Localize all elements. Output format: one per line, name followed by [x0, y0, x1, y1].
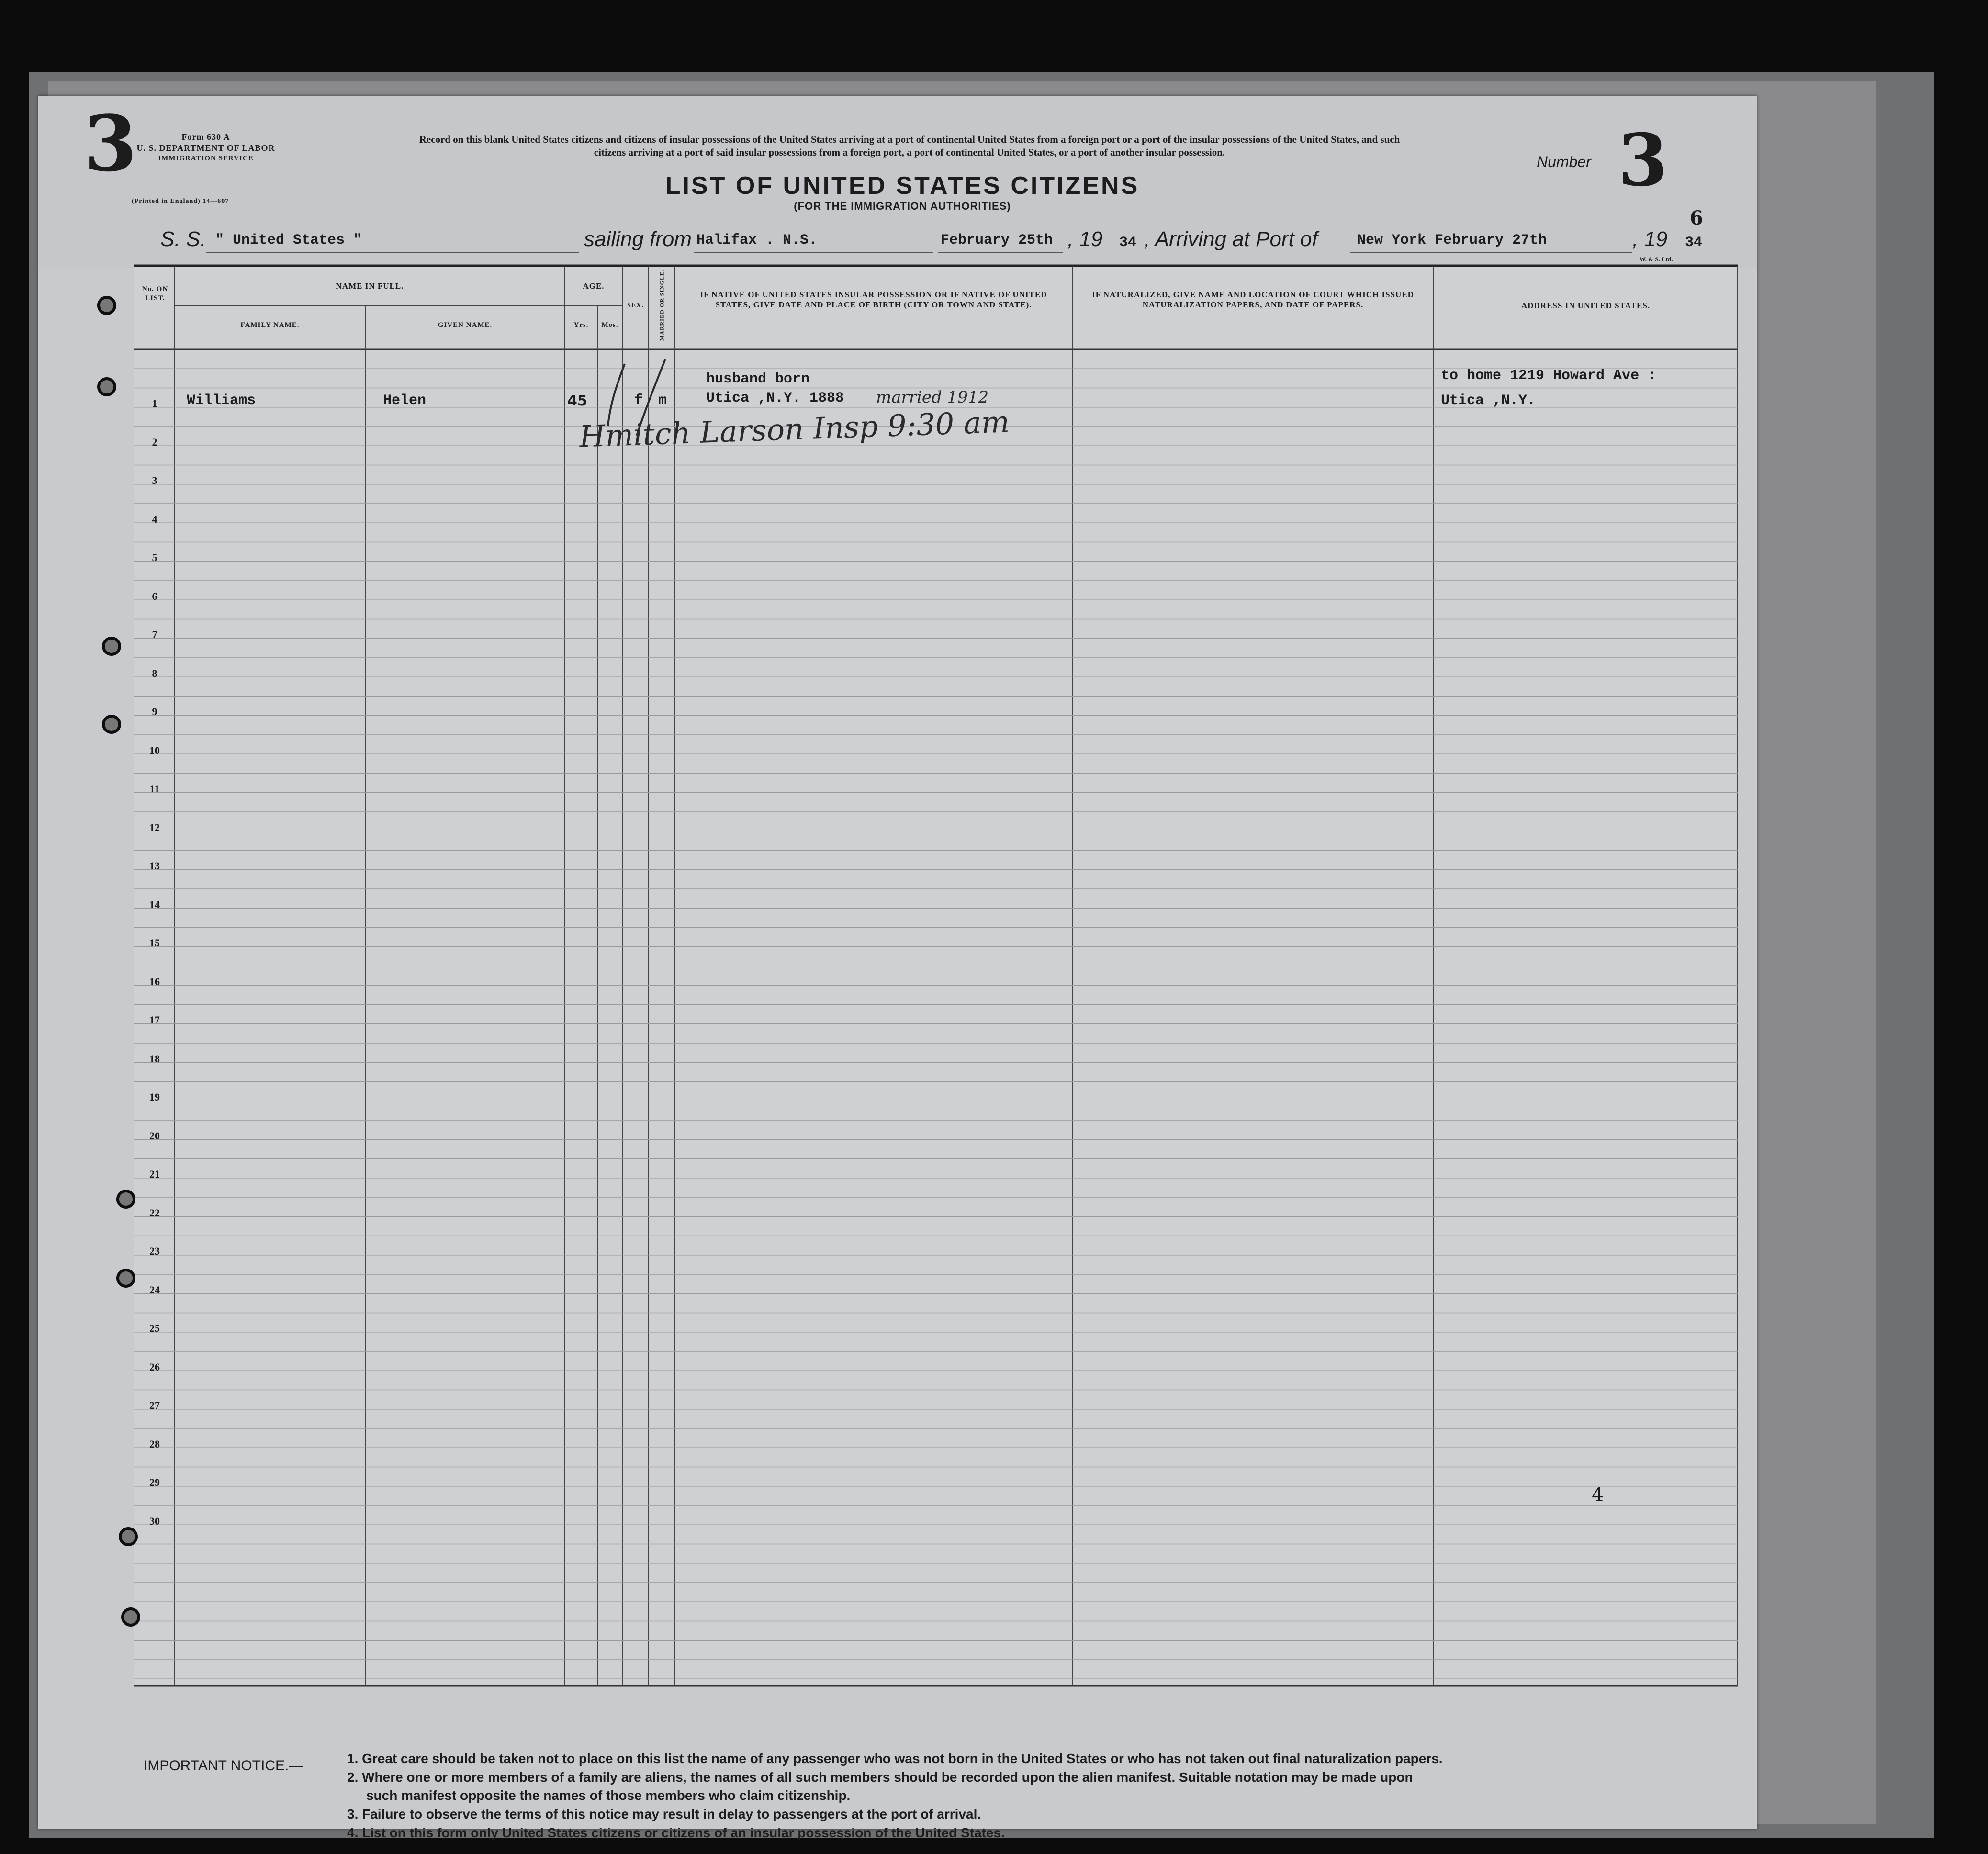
header-birth: IF NATIVE OF UNITED STATES INSULAR POSSESSION OR IF NATIVE OF UNITED STATES, GIVE DATE AND PLACE OF BIRTH (CITY OR TOWN AND STATE).	[700, 290, 1047, 310]
printed-note: (Printed in England) 14—607	[132, 198, 229, 205]
row-number: 14	[149, 898, 160, 910]
row-number: 15	[149, 937, 160, 949]
number-label: Number	[1537, 153, 1591, 170]
entry-marital: m	[658, 393, 667, 409]
manifest-grid	[38, 96, 1757, 1829]
arrival-year: 34	[1685, 235, 1703, 251]
row-number: 28	[149, 1438, 160, 1450]
binder-hole	[102, 637, 121, 656]
row-number: 22	[149, 1206, 160, 1219]
row-number: 26	[149, 1360, 160, 1373]
binder-hole	[97, 377, 116, 396]
entry-family-name: Williams	[187, 393, 256, 409]
row-number: 27	[149, 1399, 160, 1411]
form-info: Form 630 A U. S. DEPARTMENT OF LABOR IMMIGRATION SERVICE	[136, 132, 275, 162]
row-number: 17	[149, 1014, 160, 1026]
page-mark: 4	[1592, 1484, 1604, 1506]
entry-sex: f	[634, 393, 643, 409]
arrival-year-prefix: , 19	[1632, 227, 1668, 251]
arrival-port-date: New York February 27th	[1357, 232, 1547, 248]
row-number: 24	[149, 1283, 160, 1296]
arriving-label: , Arriving at Port of	[1144, 227, 1318, 251]
entry-given-name: Helen	[383, 393, 427, 409]
notice-item-4: 4. List on this form only United States citizens or citizens of an insular possession of the United States.	[347, 1825, 1005, 1840]
sail-year-prefix: , 19	[1067, 227, 1103, 251]
row-number: 23	[149, 1245, 160, 1257]
sheet-mark: 6	[1690, 207, 1703, 229]
header-sex: SEX.	[627, 302, 644, 309]
entry-birth-line2: Utica ,N.Y. 1888	[706, 390, 844, 406]
notice-body	[347, 1750, 1759, 1842]
header-yrs: Yrs.	[573, 321, 589, 329]
binder-hole	[119, 1527, 138, 1546]
row-number: 12	[149, 821, 160, 833]
manifest-sheet	[38, 96, 1757, 1840]
page-title: LIST OF UNITED STATES CITIZENS	[665, 172, 1140, 200]
row-number: 2	[152, 436, 157, 448]
row-number: 29	[149, 1476, 160, 1488]
row-number: 4	[152, 513, 157, 525]
row-number: 25	[149, 1322, 160, 1334]
notice-item-2-cont: such manifest opposite the names of those members who claim citizenship.	[366, 1788, 851, 1803]
row-number: 19	[149, 1091, 160, 1103]
from-port: Halifax . N.S.	[696, 232, 818, 248]
ss-label: S. S.	[160, 227, 206, 251]
binder-hole	[116, 1190, 135, 1209]
row-number: 13	[149, 860, 160, 872]
page-number-left: 3	[84, 99, 137, 189]
row-number: 11	[149, 783, 160, 795]
binder-hole	[116, 1269, 135, 1288]
notice-item-3: 3. Failure to observe the terms of this notice may result in delay to passengers at the port of arrival.	[347, 1806, 981, 1821]
binder-hole	[121, 1607, 140, 1627]
row-number: 9	[152, 706, 157, 718]
printer-mark: W. & S. Ltd.	[1640, 256, 1673, 263]
page-subtitle: (FOR THE IMMIGRATION AUTHORITIES)	[794, 200, 1011, 212]
entry-age-years: 45	[567, 393, 587, 409]
sail-date: February 25th	[941, 232, 1053, 248]
header-address: ADDRESS IN UNITED STATES.	[1521, 301, 1651, 310]
header-no-on-list: No. ON LIST.	[142, 285, 168, 302]
row-number: 18	[149, 1052, 160, 1065]
number-value: 3	[1618, 118, 1668, 202]
row-number: 30	[149, 1515, 160, 1527]
notice-item-1: 1. Great care should be taken not to place on this list the name of any passenger who was not born in the United States or who has not taken out final naturalization papers.	[347, 1751, 1443, 1766]
notice-heading: IMPORTANT NOTICE.—	[144, 1758, 303, 1774]
row-number: 21	[149, 1168, 160, 1180]
row-number: 1	[152, 397, 157, 409]
entry-address-line2: Utica ,N.Y.	[1441, 393, 1536, 409]
row-number: 7	[152, 629, 157, 640]
inspector-signature: Hmitch Larson Insp 9:30 am	[579, 404, 1010, 454]
row-number: 16	[149, 975, 160, 988]
header-married-or-single: MARRIED OR SINGLE.	[658, 270, 665, 341]
married-note: married 1912	[876, 388, 989, 407]
notice-item-2: 2. Where one or more members of a family are aliens, the names of all such members should be recorded upon the alien manifest. Suitable notation may be made upon	[347, 1769, 1413, 1785]
sailing-label: sailing from	[584, 227, 692, 251]
sail-year: 34	[1119, 235, 1137, 251]
header-name-in-full: NAME IN FULL.	[336, 281, 404, 291]
header-age: AGE.	[583, 281, 605, 291]
header-family-name: FAMILY NAME.	[240, 321, 300, 329]
header-mos: Mos.	[601, 321, 618, 329]
form-instructions: Record on this blank United States citizens and citizens of insular possessions of the United States arriving at a port of continental United States from a foreign port or a port of the insular possessions of the United States, and such citizens arriving at a port of said insular possessions from a foreign port, a port of continental United States, or a port of another insular possession.	[419, 134, 1400, 158]
row-number: 8	[152, 667, 157, 679]
row-number: 20	[149, 1129, 160, 1142]
entry-address-line1: to home 1219 Howard Ave :	[1441, 368, 1657, 384]
row-number: 3	[152, 474, 157, 486]
row-number: 6	[152, 590, 157, 602]
binder-hole	[102, 715, 121, 734]
header-naturalized: IF NATURALIZED, GIVE NAME AND LOCATION OF COURT WHICH ISSUED NATURALIZATION PAPERS, AND DATE OF PAPERS.	[1092, 290, 1414, 310]
header-given-name: GIVEN NAME.	[438, 321, 493, 329]
row-number: 5	[152, 551, 157, 563]
entry-birth-line1: husband born	[706, 371, 810, 387]
binder-hole	[97, 296, 116, 315]
ship-name: " United States "	[215, 232, 362, 248]
row-number: 10	[149, 744, 160, 756]
